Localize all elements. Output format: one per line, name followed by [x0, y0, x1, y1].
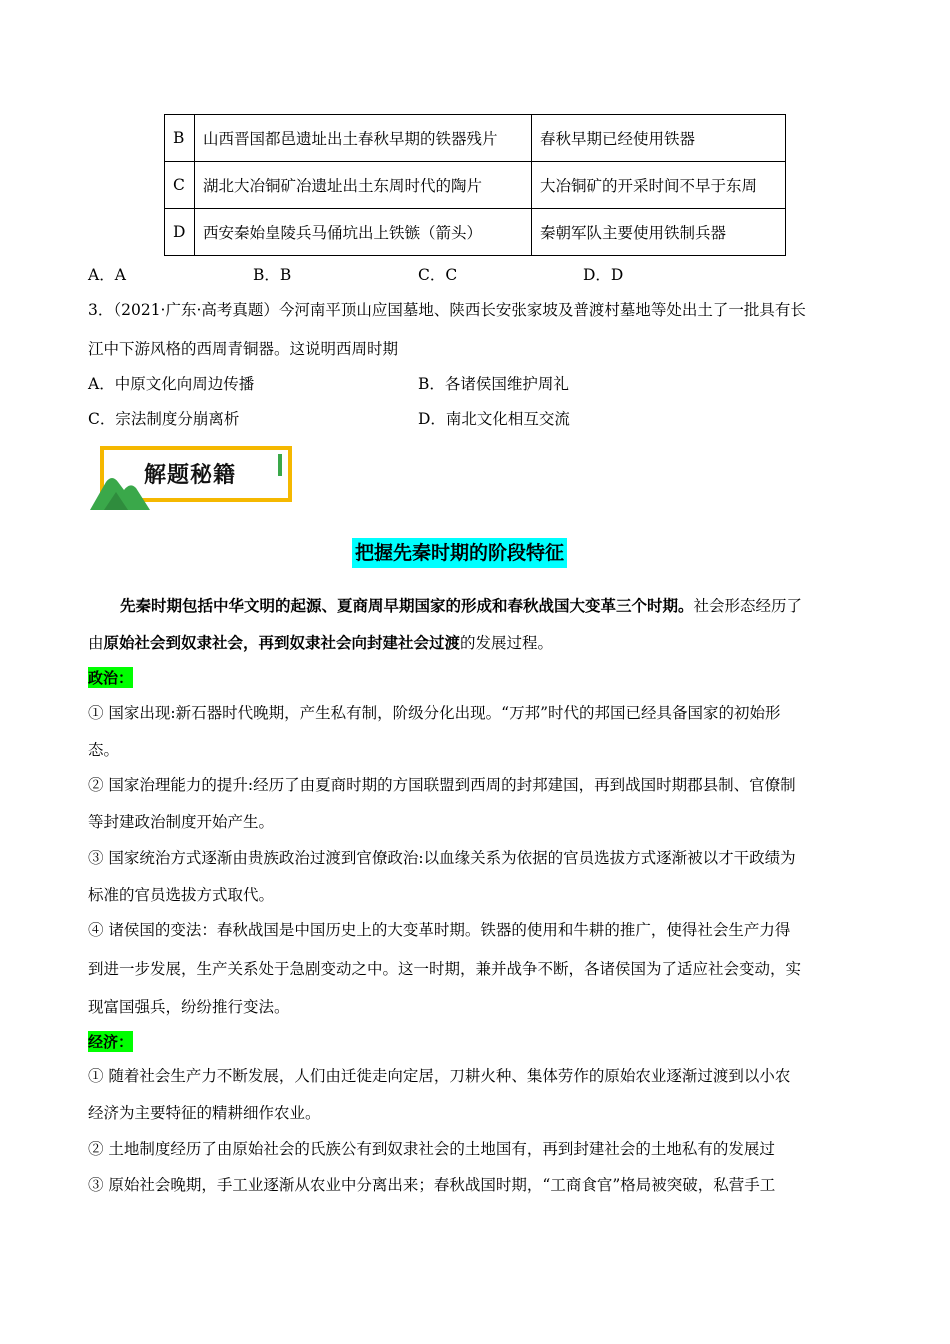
politics-heading: 政治：	[88, 669, 134, 687]
q3-option-b: B．各诸侯国维护周礼	[418, 375, 569, 393]
table-cell-letter: B	[165, 115, 195, 162]
table-row	[165, 209, 786, 256]
table-cell-letter: C	[165, 162, 195, 209]
mountain-icon	[90, 468, 150, 510]
politics-line: 等封建政治制度开始产生。	[88, 813, 275, 831]
table-row	[165, 162, 786, 209]
politics-line: 标准的官员选拔方式取代。	[88, 886, 275, 904]
politics-line: 到进一步发展，生产关系处于急剧变动之中。这一时期，兼并战争不断，各诸侯国为了适应社会变动，实	[88, 960, 802, 978]
intro-line2	[88, 631, 553, 653]
q2-option-a: A．A	[88, 266, 126, 284]
table-cell-letter: D	[165, 209, 195, 256]
economy-heading: 经济：	[88, 1033, 134, 1051]
politics-line: 现富国强兵，纷纷推行变法。	[88, 998, 290, 1016]
table-cell-conclusion: 秦朝军队主要使用铁制兵器	[532, 209, 786, 256]
q3-option-c: C．宗法制度分崩离析	[88, 410, 240, 428]
intro-text: 的发展过程。	[460, 634, 554, 652]
table-row	[165, 115, 786, 162]
politics-line: ① 国家出现:新石器时代晚期，产生私有制，阶级分化出现。“万邦”时代的邦国已经具备国家的初始形	[88, 704, 781, 722]
economy-line: ② 土地制度经历了由原始社会的氏族公有到奴隶社会的土地国有，再到封建社会的土地私有的发展过	[88, 1140, 775, 1158]
q3-stem-line2: 江中下游风格的西周青铜器。这说明西周时期	[88, 340, 399, 358]
q2-option-b: B．B	[253, 266, 292, 284]
economy-line: ③ 原始社会晚期，手工业逐渐从农业中分离出来；春秋战国时期，“工商食官”格局被突破，私营手工	[88, 1176, 776, 1194]
politics-line: ③ 国家统治方式逐渐由贵族政治过渡到官僚政治:以血缘关系为依据的官员选拔方式逐渐被以才干政绩为	[88, 849, 796, 867]
question-table	[164, 114, 786, 256]
intro-line1	[120, 594, 802, 616]
politics-line: ② 国家治理能力的提升:经历了由夏商时期的方国联盟到西周的封邦建国，再到战国时期郡县制、官僚制	[88, 776, 796, 794]
q3-option-a: A．中原文化向周边传播	[88, 375, 255, 393]
table-cell-evidence: 西安秦始皇陵兵马俑坑出上铁镞（箭头）	[195, 209, 532, 256]
q3-option-d: D．南北文化相互交流	[418, 410, 570, 428]
intro-bold-text: 原始社会到奴隶社会，再到奴隶社会向封建社会过渡	[103, 633, 461, 652]
tips-banner	[90, 444, 300, 510]
intro-prefix: 由	[88, 634, 104, 652]
table-cell-evidence: 湖北大冶铜矿冶遗址出土东周时代的陶片	[195, 162, 532, 209]
economy-line: ① 随着社会生产力不断发展，人们由迁徙走向定居，刀耕火种、集体劳作的原始农业逐渐过渡到以小农	[88, 1067, 791, 1085]
intro-text: 社会形态经历了	[693, 597, 803, 615]
q2-option-c: C．C	[418, 266, 458, 284]
q2-option-d: D．D	[583, 266, 624, 284]
politics-line: 态。	[88, 741, 120, 759]
table-cell-conclusion: 大冶铜矿的开采时间不早于东周	[532, 162, 786, 209]
intro-bold-text: 先秦时期包括中华文明的起源、夏商周早期国家的形成和春秋战国大变革三个时期。	[120, 596, 694, 615]
table-cell-evidence: 山西晋国都邑遗址出土春秋早期的铁器残片	[195, 115, 532, 162]
economy-line: 经济为主要特征的精耕细作农业。	[88, 1104, 321, 1122]
politics-line: ④ 诸侯国的变法：春秋战国是中国历史上的大变革时期。铁器的使用和牛耕的推广，使得社会生产力得	[88, 921, 791, 939]
banner-accent-bar	[278, 454, 282, 476]
table-cell-conclusion: 春秋早期已经使用铁器	[532, 115, 786, 162]
banner-label: 解题秘籍	[144, 463, 237, 488]
section-title: 把握先秦时期的阶段特征	[352, 538, 567, 568]
q3-stem-line1: 3．（2021·广东·高考真题）今河南平顶山应国墓地、陕西长安张家坡及普渡村墓地等处出土了一批具有长	[88, 301, 806, 319]
